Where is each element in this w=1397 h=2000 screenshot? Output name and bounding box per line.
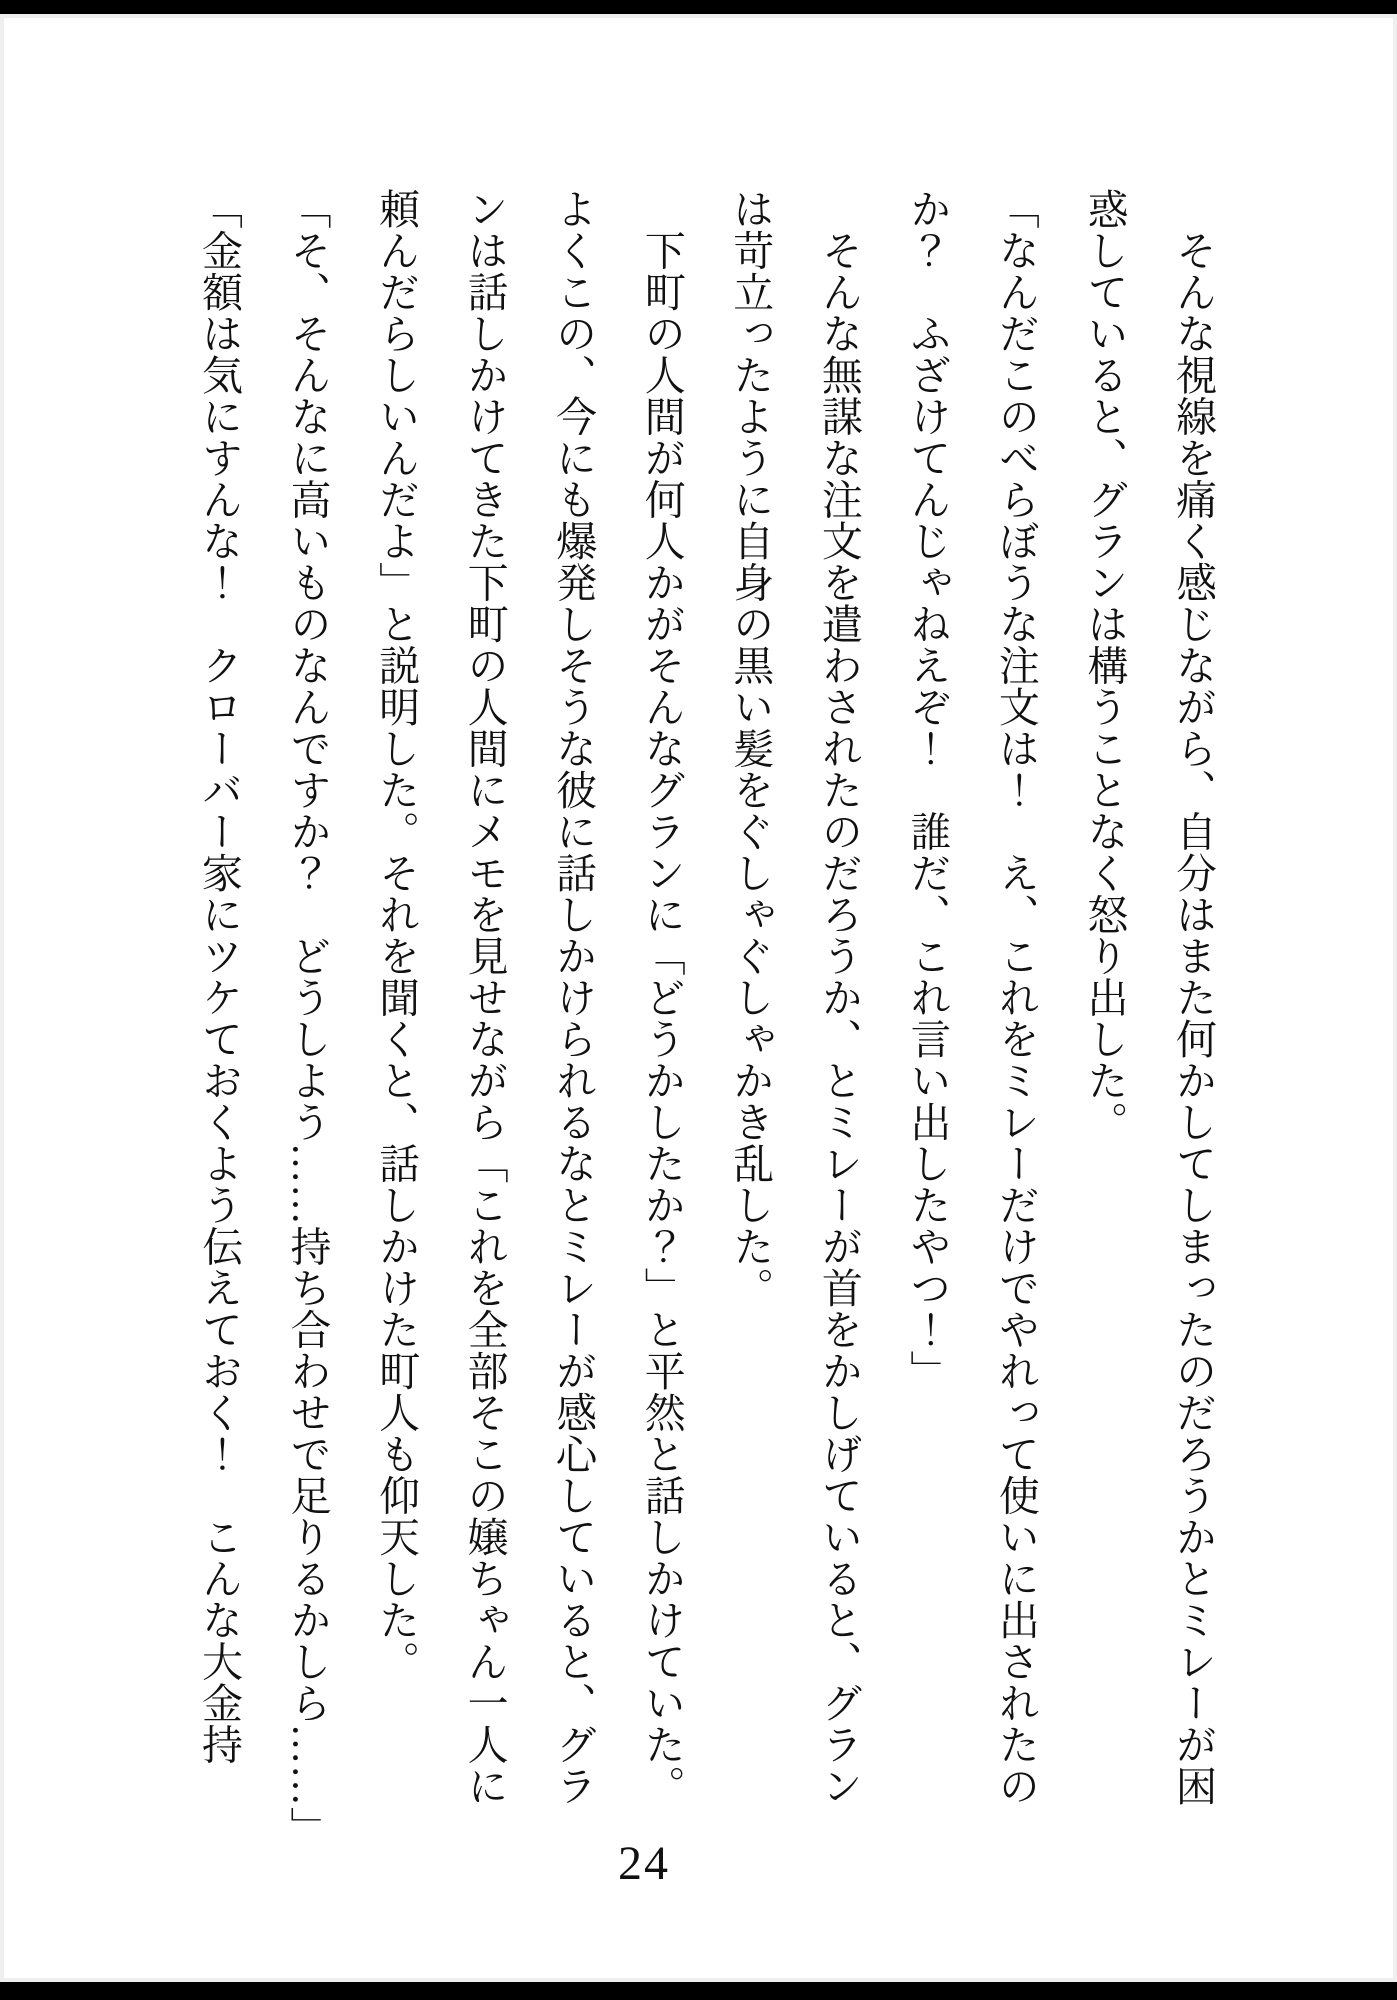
- text-line: 「金額は気にすんな！ クローバー家にツケておくよう伝えておく！ こんな大金持: [195, 188, 242, 1765]
- text-line: ンは話しかけてきた下町の人間にメモを見せながら「これを全部そこの嬢ちゃん一人に: [461, 188, 508, 1807]
- text-line: 下町の人間が何人かがそんなグランに「どうかしたか？」と平然と話しかけていた。: [638, 188, 685, 1807]
- text-line: 惑していると、グランは構うことなく怒り出した。: [1081, 188, 1128, 1143]
- text-line: は苛立ったように自身の黒い髪をぐしゃぐしゃかき乱した。: [727, 188, 774, 1309]
- text-line: か？ ふざけてんじゃねえぞ！ 誰だ、これ言い出したやつ！」: [904, 188, 951, 1392]
- letterbox-bottom-bar: [0, 1982, 1397, 2000]
- letterbox-top-bar: [0, 0, 1397, 14]
- text-line: そんな視線を痛く感じながら、自分はまた何かしてしまったのだろうかとミレーが困: [1170, 188, 1216, 1807]
- text-line: 頼んだらしいんだよ」と説明した。それを聞くと、話しかけた町人も仰天した。: [373, 188, 420, 1682]
- book-page: [0, 14, 1397, 1982]
- text-line: よくこの、今にも爆発しそうな彼に話しかけられるなとミレーが感心していると、グラ: [550, 188, 597, 1807]
- text-line: そんな無謀な注文を遣わされたのだろうか、とミレーが首をかしげていると、グラン: [815, 188, 862, 1807]
- page-text-block: [174, 188, 1237, 1868]
- page-number: 24: [618, 1837, 670, 1890]
- text-line: 「なんだこのべらぼうな注文は！ え、これをミレーだけでやれって使いに出されたの: [992, 188, 1039, 1807]
- text-line: 「そ、そんなに高いものなんですか？ どうしよう……持ち合わせで足りるかしら……」: [284, 188, 331, 1848]
